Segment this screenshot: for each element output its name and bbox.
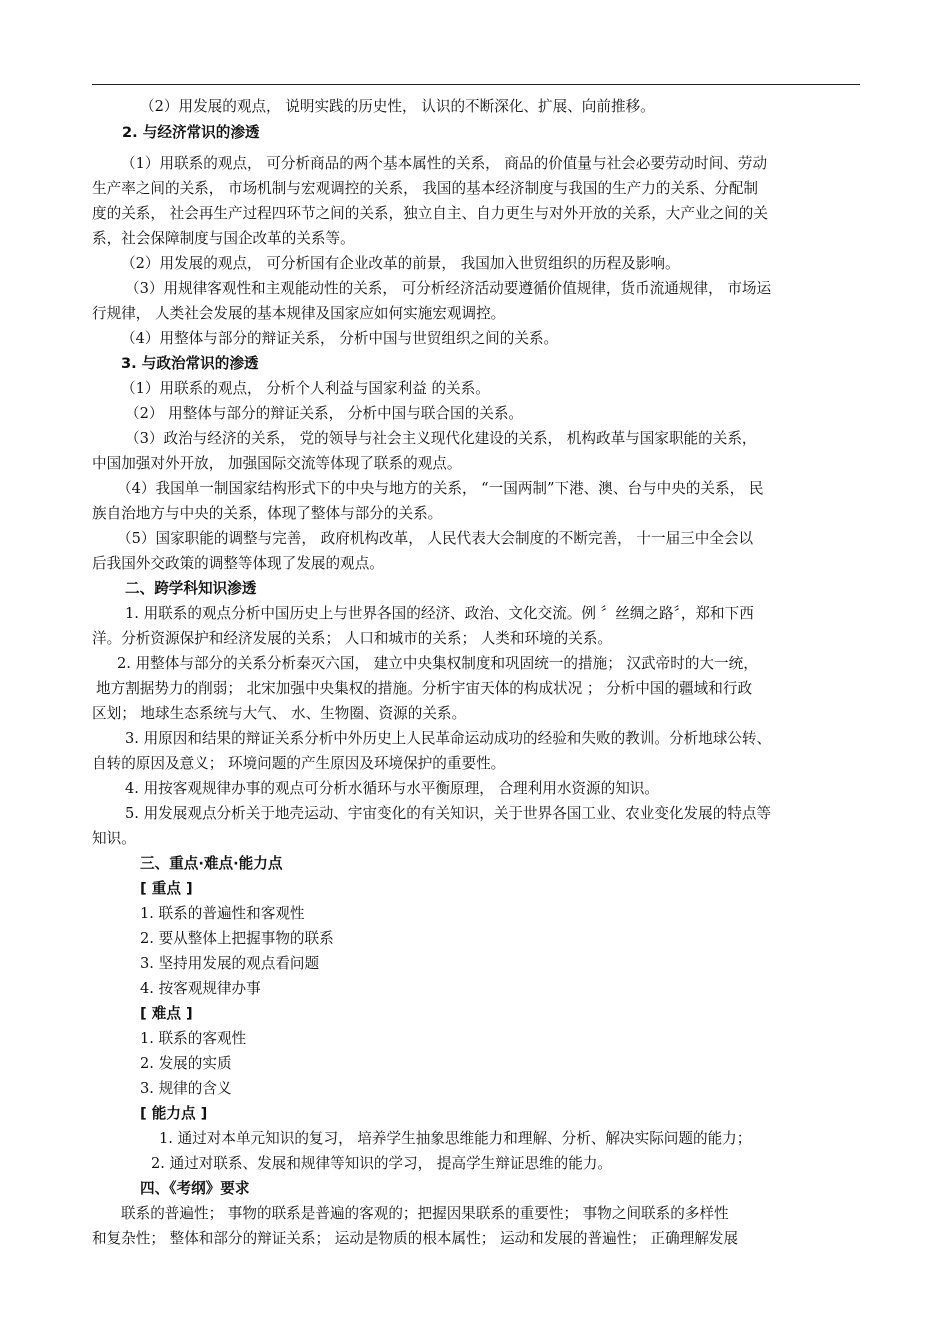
paragraph-line: 度的关系， 社会再生产过程四环节之间的关系，独立自主、自力更生与对外开放的关系，大产业之间的关 xyxy=(92,205,768,222)
paragraph-line: （1）用联系的观点， 可分析商品的两个基本属性的关系， 商品的价值量与社会必要劳动时间、劳动 xyxy=(121,155,768,172)
paragraph-line: 知识。 xyxy=(92,830,136,847)
section-heading: 四、《考纲》要求 xyxy=(140,1180,250,1197)
paragraph-line: 后我国外交政策的调整等体现了发展的观点。 xyxy=(92,555,384,572)
list-item: 4. 按客观规律办事 xyxy=(140,980,261,997)
paragraph-line: 2. 用整体与部分的关系分析秦灭六国， 建立中央集权制度和巩固统一的措施； 汉武帝时的大一统， xyxy=(117,655,758,672)
paragraph-line: （3）用规律客观性和主观能动性的关系， 可分析经济活动要遵循价值规律，货币流通规律， 市场运 xyxy=(125,280,772,297)
subheading: [ 难点 ] xyxy=(140,1005,193,1022)
paragraph-line: 5. 用发展观点分析关于地壳运动、宇宙变化的有关知识，关于世界各国工业、农业变化发展的特点等 xyxy=(125,805,772,822)
list-item: 1. 联系的普遍性和客观性 xyxy=(140,905,305,922)
list-item: 2. 发展的实质 xyxy=(140,1055,232,1072)
paragraph-line: 地方割据势力的削弱； 北宋加强中央集权的措施。分析宇宙天体的构成状况 ； 分析中国的疆域和行政 xyxy=(96,680,753,697)
list-item: 1. 通过对本单元知识的复习， 培养学生抽象思维能力和理解、分析、解决实际问题的能力； xyxy=(159,1130,752,1147)
list-item: 1. 联系的客观性 xyxy=(140,1030,247,1047)
paragraph-line: 系，社会保障制度与国企改革的关系等。 xyxy=(92,230,355,247)
header-rule xyxy=(92,84,860,85)
section-heading: 二、跨学科知识渗透 xyxy=(125,580,257,597)
section-heading: 2. 与经济常识的渗透 xyxy=(122,124,260,141)
paragraph-line: 自转的原因及意义； 环境问题的产生原因及环境保护的重要性。 xyxy=(92,755,506,772)
paragraph-line: （4）我国单一制国家结构形式下的中央与地方的关系， “一国两制”下港、澳、台与中央的关系， 民 xyxy=(117,480,764,497)
list-item: 2. 要从整体上把握事物的联系 xyxy=(140,930,334,947)
paragraph-line: （5）国家职能的调整与完善， 政府机构改革， 人民代表大会制度的不断完善， 十一届三中全会以 xyxy=(117,530,754,547)
paragraph-line: （2）用发展的观点， 说明实践的历史性， 认识的不断深化、扩展、向前推移。 xyxy=(140,98,655,115)
section-heading: 三、重点·难点·能力点 xyxy=(140,855,283,872)
paragraph-line: 中国加强对外开放， 加强国际交流等体现了联系的观点。 xyxy=(92,455,462,472)
paragraph-line: （1）用联系的观点， 分析个人利益与国家利益 的关系。 xyxy=(121,380,490,397)
paragraph-line: 和复杂性； 整体和部分的辩证关系； 运动是物质的根本属性； 运动和发展的普遍性； 正确理解发展 xyxy=(92,1230,739,1247)
paragraph-line: 族自治地方与中央的关系，体现了整体与部分的关系。 xyxy=(92,505,443,522)
paragraph-line: （2） 用整体与部分的辩证关系， 分析中国与联合国的关系。 xyxy=(125,405,524,422)
paragraph-line: 1. 用联系的观点分析中国历史上与世界各国的经济、政治、文化交流。例 〞丝绸之路〞，郑和下西 xyxy=(125,605,754,622)
paragraph-line: 生产率之间的关系， 市场机制与宏观调控的关系， 我国的基本经济制度与我国的生产力的关系、分配制 xyxy=(92,180,759,197)
list-item: 2. 通过对联系、发展和规律等知识的学习， 提高学生辩证思维的能力。 xyxy=(151,1155,613,1172)
paragraph-line: 区划； 地球生态系统与大气、 水、生物圈、资源的关系。 xyxy=(92,705,467,722)
paragraph-line: 4. 用按客观规律办事的观点可分析水循环与水平衡原理， 合理利用水资源的知识。 xyxy=(125,780,659,797)
paragraph-line: 3. 用原因和结果的辩证关系分析中外历史上人民革命运动成功的经验和失败的教训。分析地球公转、 xyxy=(125,730,772,747)
paragraph-line: （4）用整体与部分的辩证关系， 分析中国与世贸组织之间的关系。 xyxy=(121,330,559,347)
paragraph-line: 联系的普遍性； 事物的联系是普遍的客观的；把握因果联系的重要性； 事物之间联系的多样性 xyxy=(121,1205,729,1222)
subheading: [ 重点 ] xyxy=(140,880,193,897)
subheading: [ 能力点 ] xyxy=(140,1105,208,1122)
paragraph-line: 洋。分析资源保护和经济发展的关系； 人口和城市的关系； 人类和环境的关系。 xyxy=(92,630,613,647)
section-heading: 3. 与政治常识的渗透 xyxy=(121,355,259,372)
paragraph-line: 行规律， 人类社会发展的基本规律及国家应如何实施宏观调控。 xyxy=(92,305,506,322)
paragraph-line: （3）政治与经济的关系， 党的领导与社会主义现代化建设的关系， 机构政革与国家职能的关系， xyxy=(125,430,757,447)
list-item: 3. 坚持用发展的观点看问题 xyxy=(140,955,320,972)
paragraph-line: （2）用发展的观点， 可分析国有企业改革的前景， 我国加入世贸组织的历程及影响。 xyxy=(121,255,680,272)
list-item: 3. 规律的含义 xyxy=(140,1080,232,1097)
